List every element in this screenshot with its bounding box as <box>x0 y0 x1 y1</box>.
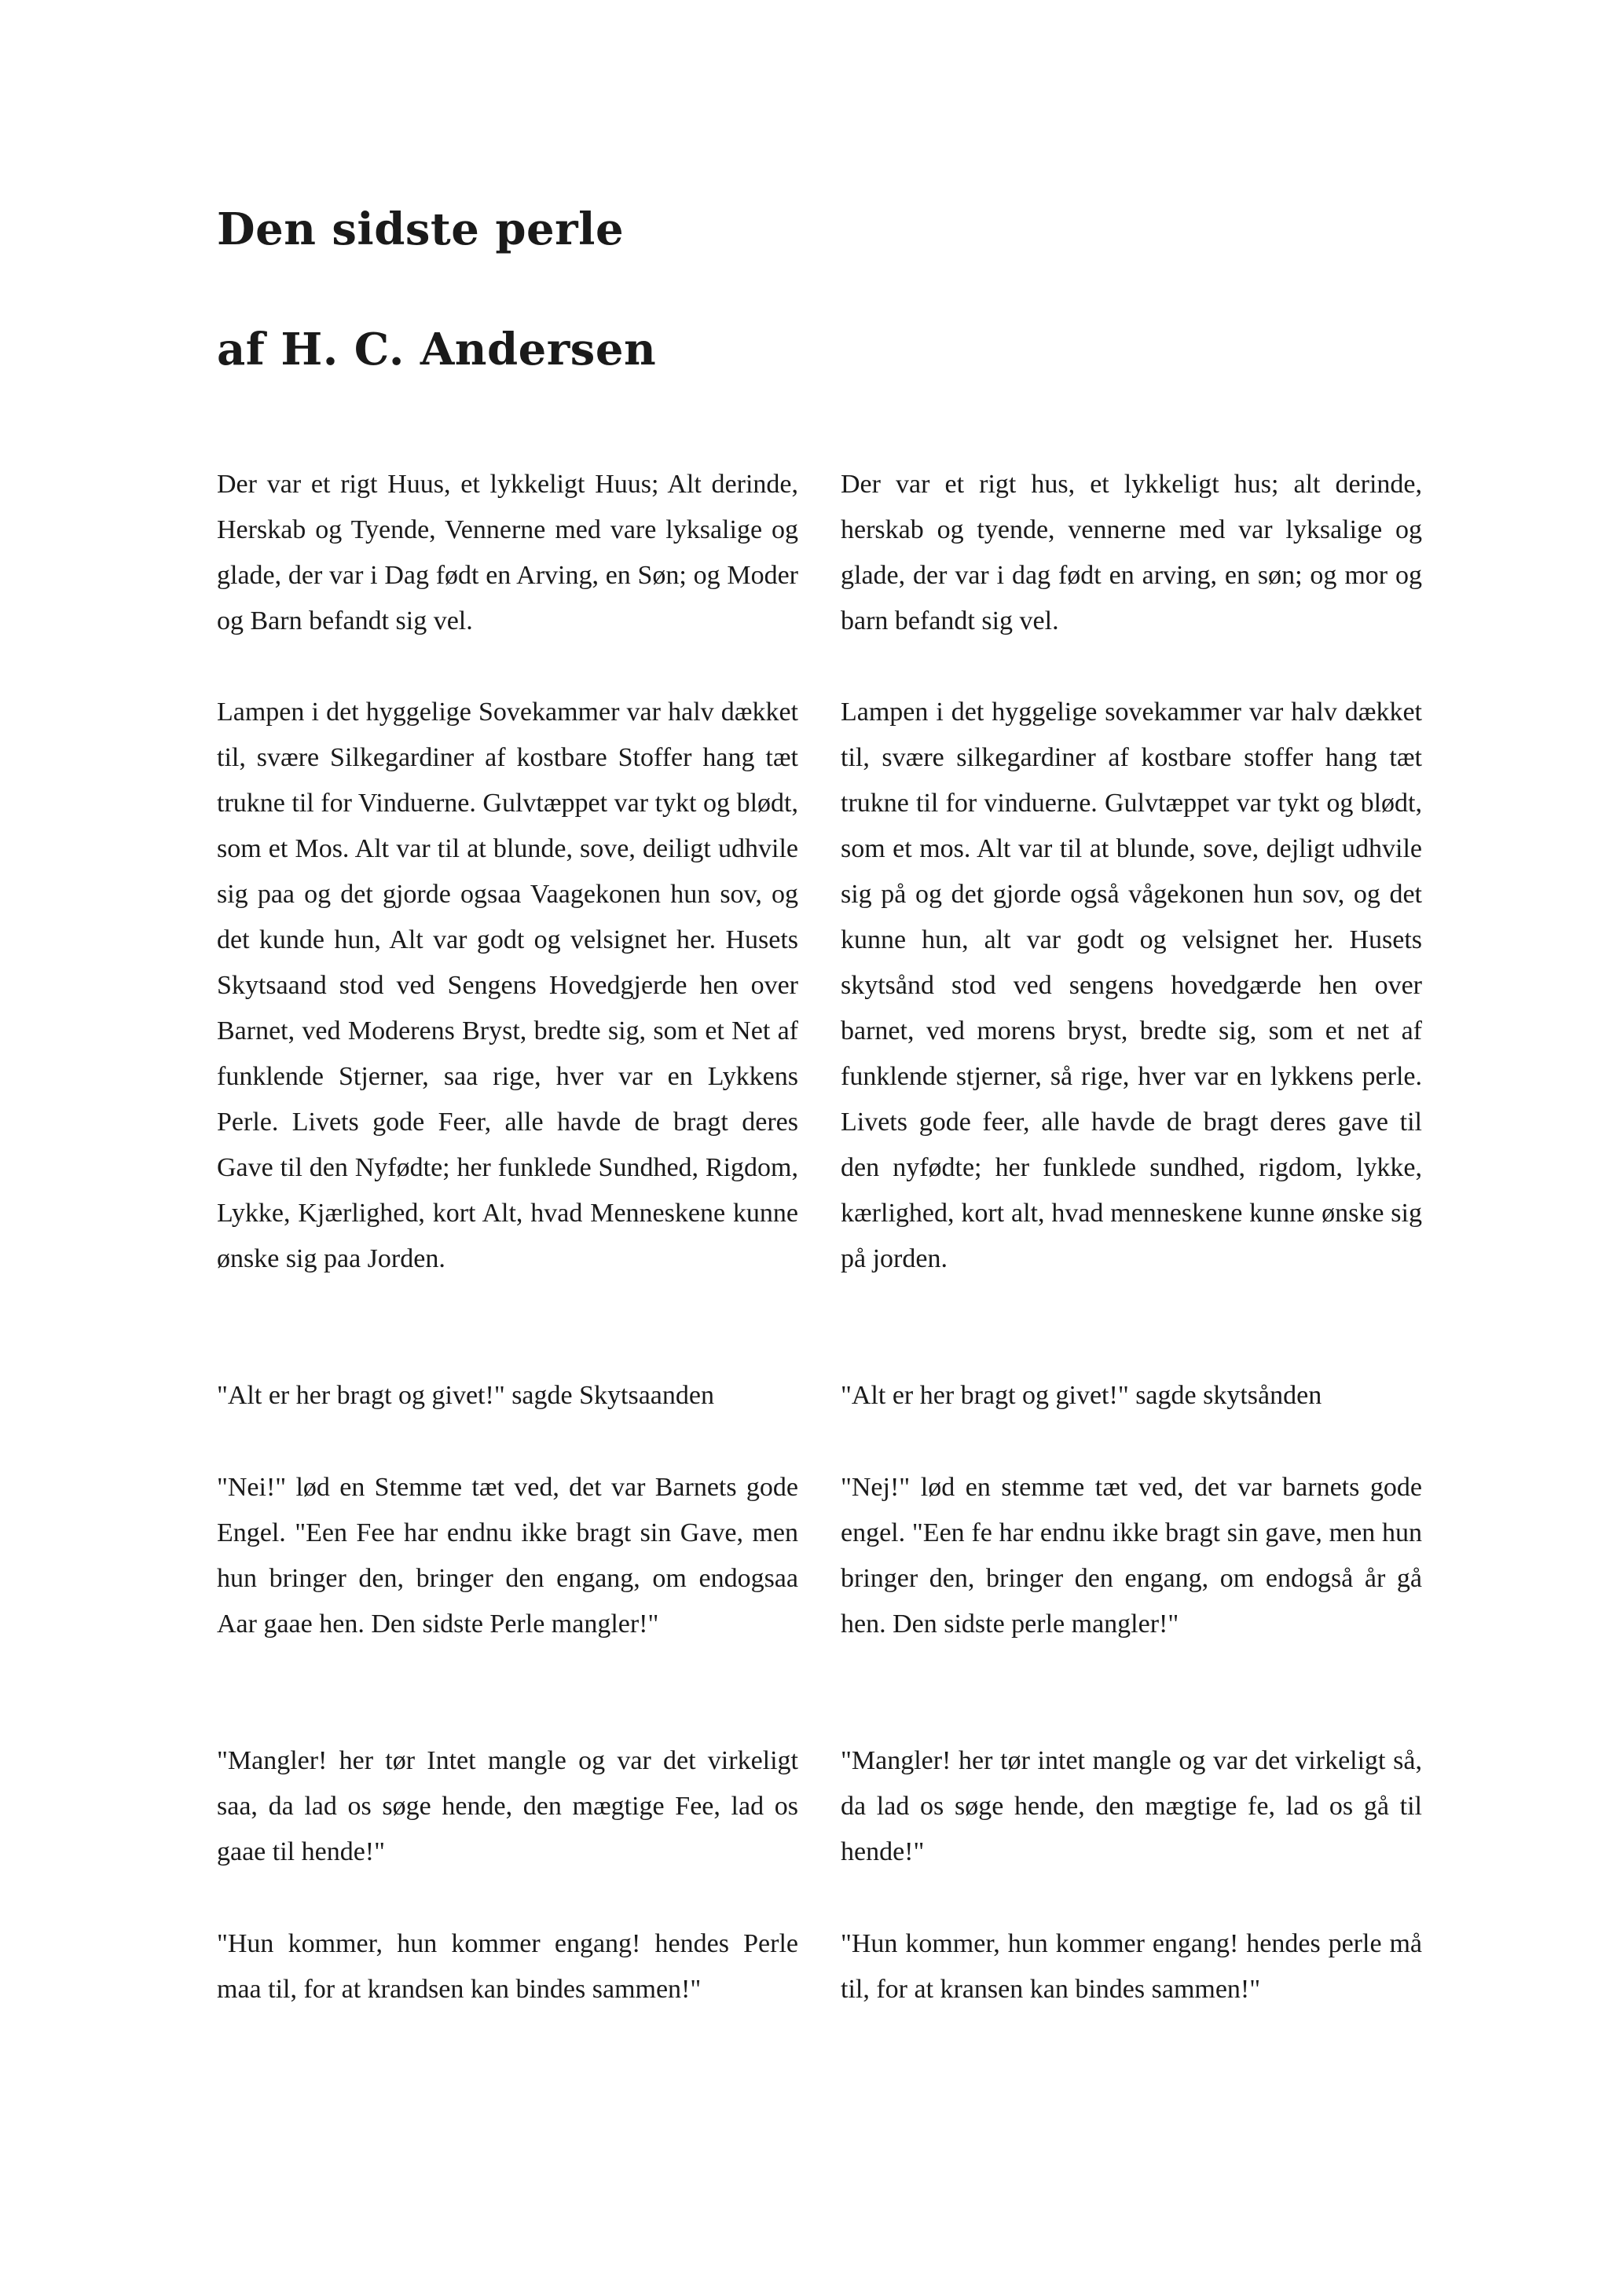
paragraph-left-4: "Nei!" lød en Stemme tæt ved, det var Barnets gode Engel. "Een Fee har endnu ikke bragt sin Gave, men hun bringer den, bringer den engang, om endogsaa Aar gaae hen. Den sidste Perle mangler!" <box>217 1473 798 1639</box>
paragraph-right-2: Lampen i det hyggelige sovekammer var halv dækket til, svære silkegardiner af kostbare stoffer hang tæt trukne til for vinduerne. Gulvtæppet var tykt og blødt, som et mos. Alt var til at blunde, sove, dejligt udhvile sig på og det gjorde også vågekonen hun sov, og det kunne hun, alt var godt og velsignet her. Husets skytsånd stod ved sengens hovedgærde hen over barnet, ved morens bryst, bredte sig, som et net af funklende stjerner, så rige, hver var en lykkens perle. Livets gode feer, alle havde de bragt deres gave til den nyfødte; her funklede sundhed, rigdom, lykke, kærlighed, kort alt, hvad menneskene kunne ønske sig på jorden. <box>841 698 1422 1273</box>
document-title: Den sidste perle <box>217 203 625 255</box>
paragraph-right-6: "Hun kommer, hun kommer engang! hendes perle må til, for at kransen kan bindes sammen!" <box>841 1929 1422 2004</box>
paragraph-left-2: Lampen i det hyggelige Sovekammer var halv dækket til, svære Silkegardiner af kostbare Stoffer hang tæt trukne til for Vinduerne. Gulvtæppet var tykt og blødt, som et Mos. Alt var til at blunde, sove, deiligt udhvile sig paa og det gjorde ogsaa Vaagekonen hun sov, og det kunde hun, Alt var godt og velsignet her. Husets Skytsaand stod ved Sengens Hovedgjerde hen over Barnet, ved Moderens Bryst, bredte sig, som et Net af funklende Stjerner, saa rige, hver var en Lykkens Perle. Livets gode Feer, alle havde de bragt deres Gave til den Nyfødte; her funklede Sundhed, Rigdom, Lykke, Kjærlighed, kort Alt, hvad Menneskene kunne ønske sig paa Jorden. <box>217 698 798 1273</box>
paragraph-right-4: "Nej!" lød en stemme tæt ved, det var barnets gode engel. "Een fe har endnu ikke bragt sin gave, men hun bringer den, bringer den engang, om endogså år gå hen. Den sidste perle mangler!" <box>841 1473 1422 1639</box>
paragraph-right-5: "Mangler! her tør intet mangle og var det virkeligt så, da lad os søge hende, den mægtige fe, lad os gå til hende!" <box>841 1746 1422 1866</box>
paragraph-left-3: "Alt er her bragt og givet!" sagde Skytsaanden <box>217 1381 714 1410</box>
paragraph-left-5: "Mangler! her tør Intet mangle og var det virkeligt saa, da lad os søge hende, den mægtige Fee, lad os gaae til hende!" <box>217 1746 798 1866</box>
paragraph-left-1: Der var et rigt Huus, et lykkeligt Huus; Alt derinde, Herskab og Tyende, Vennerne med vare lyksalige og glade, der var i Dag født en Arving, en Søn; og Moder og Barn befandt sig vel. <box>217 470 798 635</box>
paragraph-left-6: "Hun kommer, hun kommer engang! hendes Perle maa til, for at krandsen kan bindes sammen!" <box>217 1929 798 2004</box>
paragraph-right-1: Der var et rigt hus, et lykkeligt hus; alt derinde, herskab og tyende, vennerne med var lyksalige og glade, der var i dag født en arving, en søn; og mor og barn befandt sig vel. <box>841 470 1422 635</box>
paragraph-right-3: "Alt er her bragt og givet!" sagde skytsånden <box>841 1381 1322 1410</box>
document-author: af H. C. Andersen <box>217 324 657 375</box>
